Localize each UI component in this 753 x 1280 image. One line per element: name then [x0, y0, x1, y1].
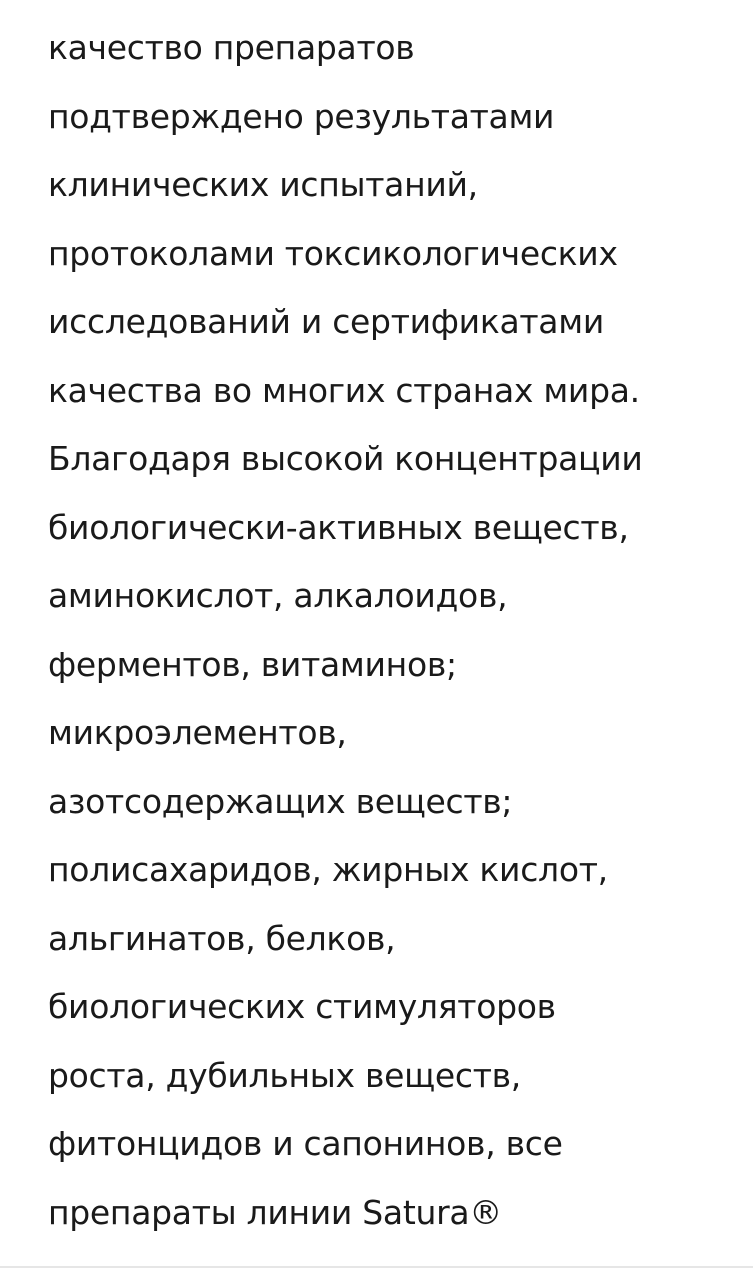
text-line: клинических испытаний,: [48, 165, 478, 204]
text-line: препараты линии Satura®: [48, 1192, 502, 1232]
text-line: качество препаратов: [48, 28, 415, 67]
text-line: роста, дубильных веществ,: [48, 1055, 521, 1095]
text-line: азотсодержащих веществ;: [48, 781, 513, 821]
text-line: качества во многих странах мира.: [48, 370, 640, 410]
text-line: полисахаридов, жирных кислот,: [48, 850, 608, 889]
article-text: [48, 14, 738, 1247]
text-line: альгинатов, белков,: [48, 918, 396, 958]
text-line: протоколами токсикологических: [48, 233, 618, 273]
text-line: аминокислот, алкалоидов,: [48, 576, 508, 615]
text-line: подтверждено результатами: [48, 96, 555, 136]
text-line: фитонцидов и сапонинов, все: [48, 1124, 563, 1163]
text-line: исследований и сертификатами: [48, 302, 604, 341]
bottom-divider: [0, 1266, 753, 1268]
text-line: биологических стимуляторов: [48, 987, 556, 1026]
text-line: биологически-активных веществ,: [48, 507, 629, 547]
text-line: микроэлементов,: [48, 713, 347, 752]
text-line: Благодаря высокой концентрации: [48, 439, 643, 478]
text-line: ферментов, витаминов;: [48, 644, 457, 684]
